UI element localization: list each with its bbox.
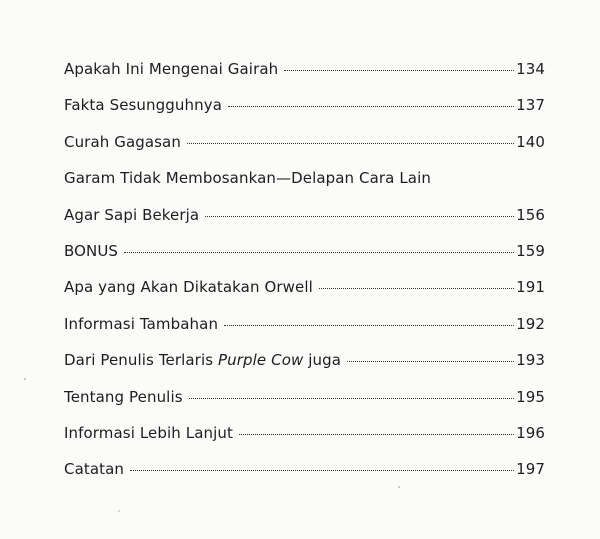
dot-leader <box>130 470 514 471</box>
toc-entry <box>64 460 545 496</box>
dot-leader <box>319 288 514 289</box>
toc-entry-page: 159 <box>516 241 545 260</box>
paper-speck <box>118 510 120 512</box>
toc-entry-page: 195 <box>516 387 545 406</box>
toc-entry-page: 197 <box>516 460 545 479</box>
toc-entry-title: Tentang Penulis <box>64 387 183 406</box>
toc-entry-title: Curah Gagasan <box>64 132 181 151</box>
toc-entry-title: Agar Sapi Bekerja <box>64 205 200 224</box>
table-of-contents <box>64 60 545 497</box>
toc-entry-title-suffix: juga <box>303 351 341 370</box>
dot-leader <box>239 434 514 435</box>
dot-leader <box>347 361 514 362</box>
toc-entry <box>64 242 545 278</box>
toc-entry-page: 192 <box>516 314 545 333</box>
toc-entry-title: Informasi Tambahan <box>64 314 219 333</box>
toc-entry <box>64 424 545 460</box>
toc-entry <box>64 133 545 169</box>
toc-entry-title-prefix: Dari Penulis Terlaris <box>64 351 219 370</box>
toc-entry <box>64 388 545 424</box>
toc-entry-page: 140 <box>516 132 545 151</box>
dot-leader <box>124 252 514 253</box>
dot-leader <box>284 70 514 71</box>
dot-leader <box>224 325 514 326</box>
toc-entry-page: 137 <box>516 96 545 115</box>
toc-entry-page: 134 <box>516 60 545 78</box>
toc-entry-title <box>64 351 341 369</box>
toc-entry <box>64 315 545 351</box>
toc-entry-page: 196 <box>516 423 545 442</box>
toc-entry-title: Catatan <box>64 460 125 479</box>
toc-entry <box>64 60 545 96</box>
paper-speck <box>24 378 26 380</box>
toc-entry-title: Fakta Sesungguhnya <box>64 96 222 115</box>
toc-entry-title: Apakah Ini Mengenai Gairah <box>64 60 279 78</box>
toc-entry-page: 193 <box>516 351 545 370</box>
dot-leader <box>205 216 514 217</box>
toc-entry-page: 191 <box>516 278 545 297</box>
toc-entry <box>64 206 545 242</box>
toc-entry-wrapped-title <box>64 169 545 205</box>
toc-entry-title: Apa yang Akan Dikatakan Orwell <box>64 278 313 297</box>
toc-entry-title: Garam Tidak Membosankan—Delapan Cara Lain <box>64 169 431 188</box>
toc-entry <box>64 96 545 132</box>
paper-speck <box>398 486 400 488</box>
dot-leader <box>228 106 514 107</box>
toc-entry-title: Informasi Lebih Lanjut <box>64 423 233 442</box>
toc-entry-title-italic: Purple Cow <box>218 351 304 370</box>
toc-entry-title: BONUS <box>64 241 119 260</box>
toc-entry <box>64 351 545 387</box>
toc-entry <box>64 278 545 314</box>
toc-entry-page: 156 <box>516 205 545 224</box>
dot-leader <box>189 398 514 399</box>
dot-leader <box>187 143 514 144</box>
